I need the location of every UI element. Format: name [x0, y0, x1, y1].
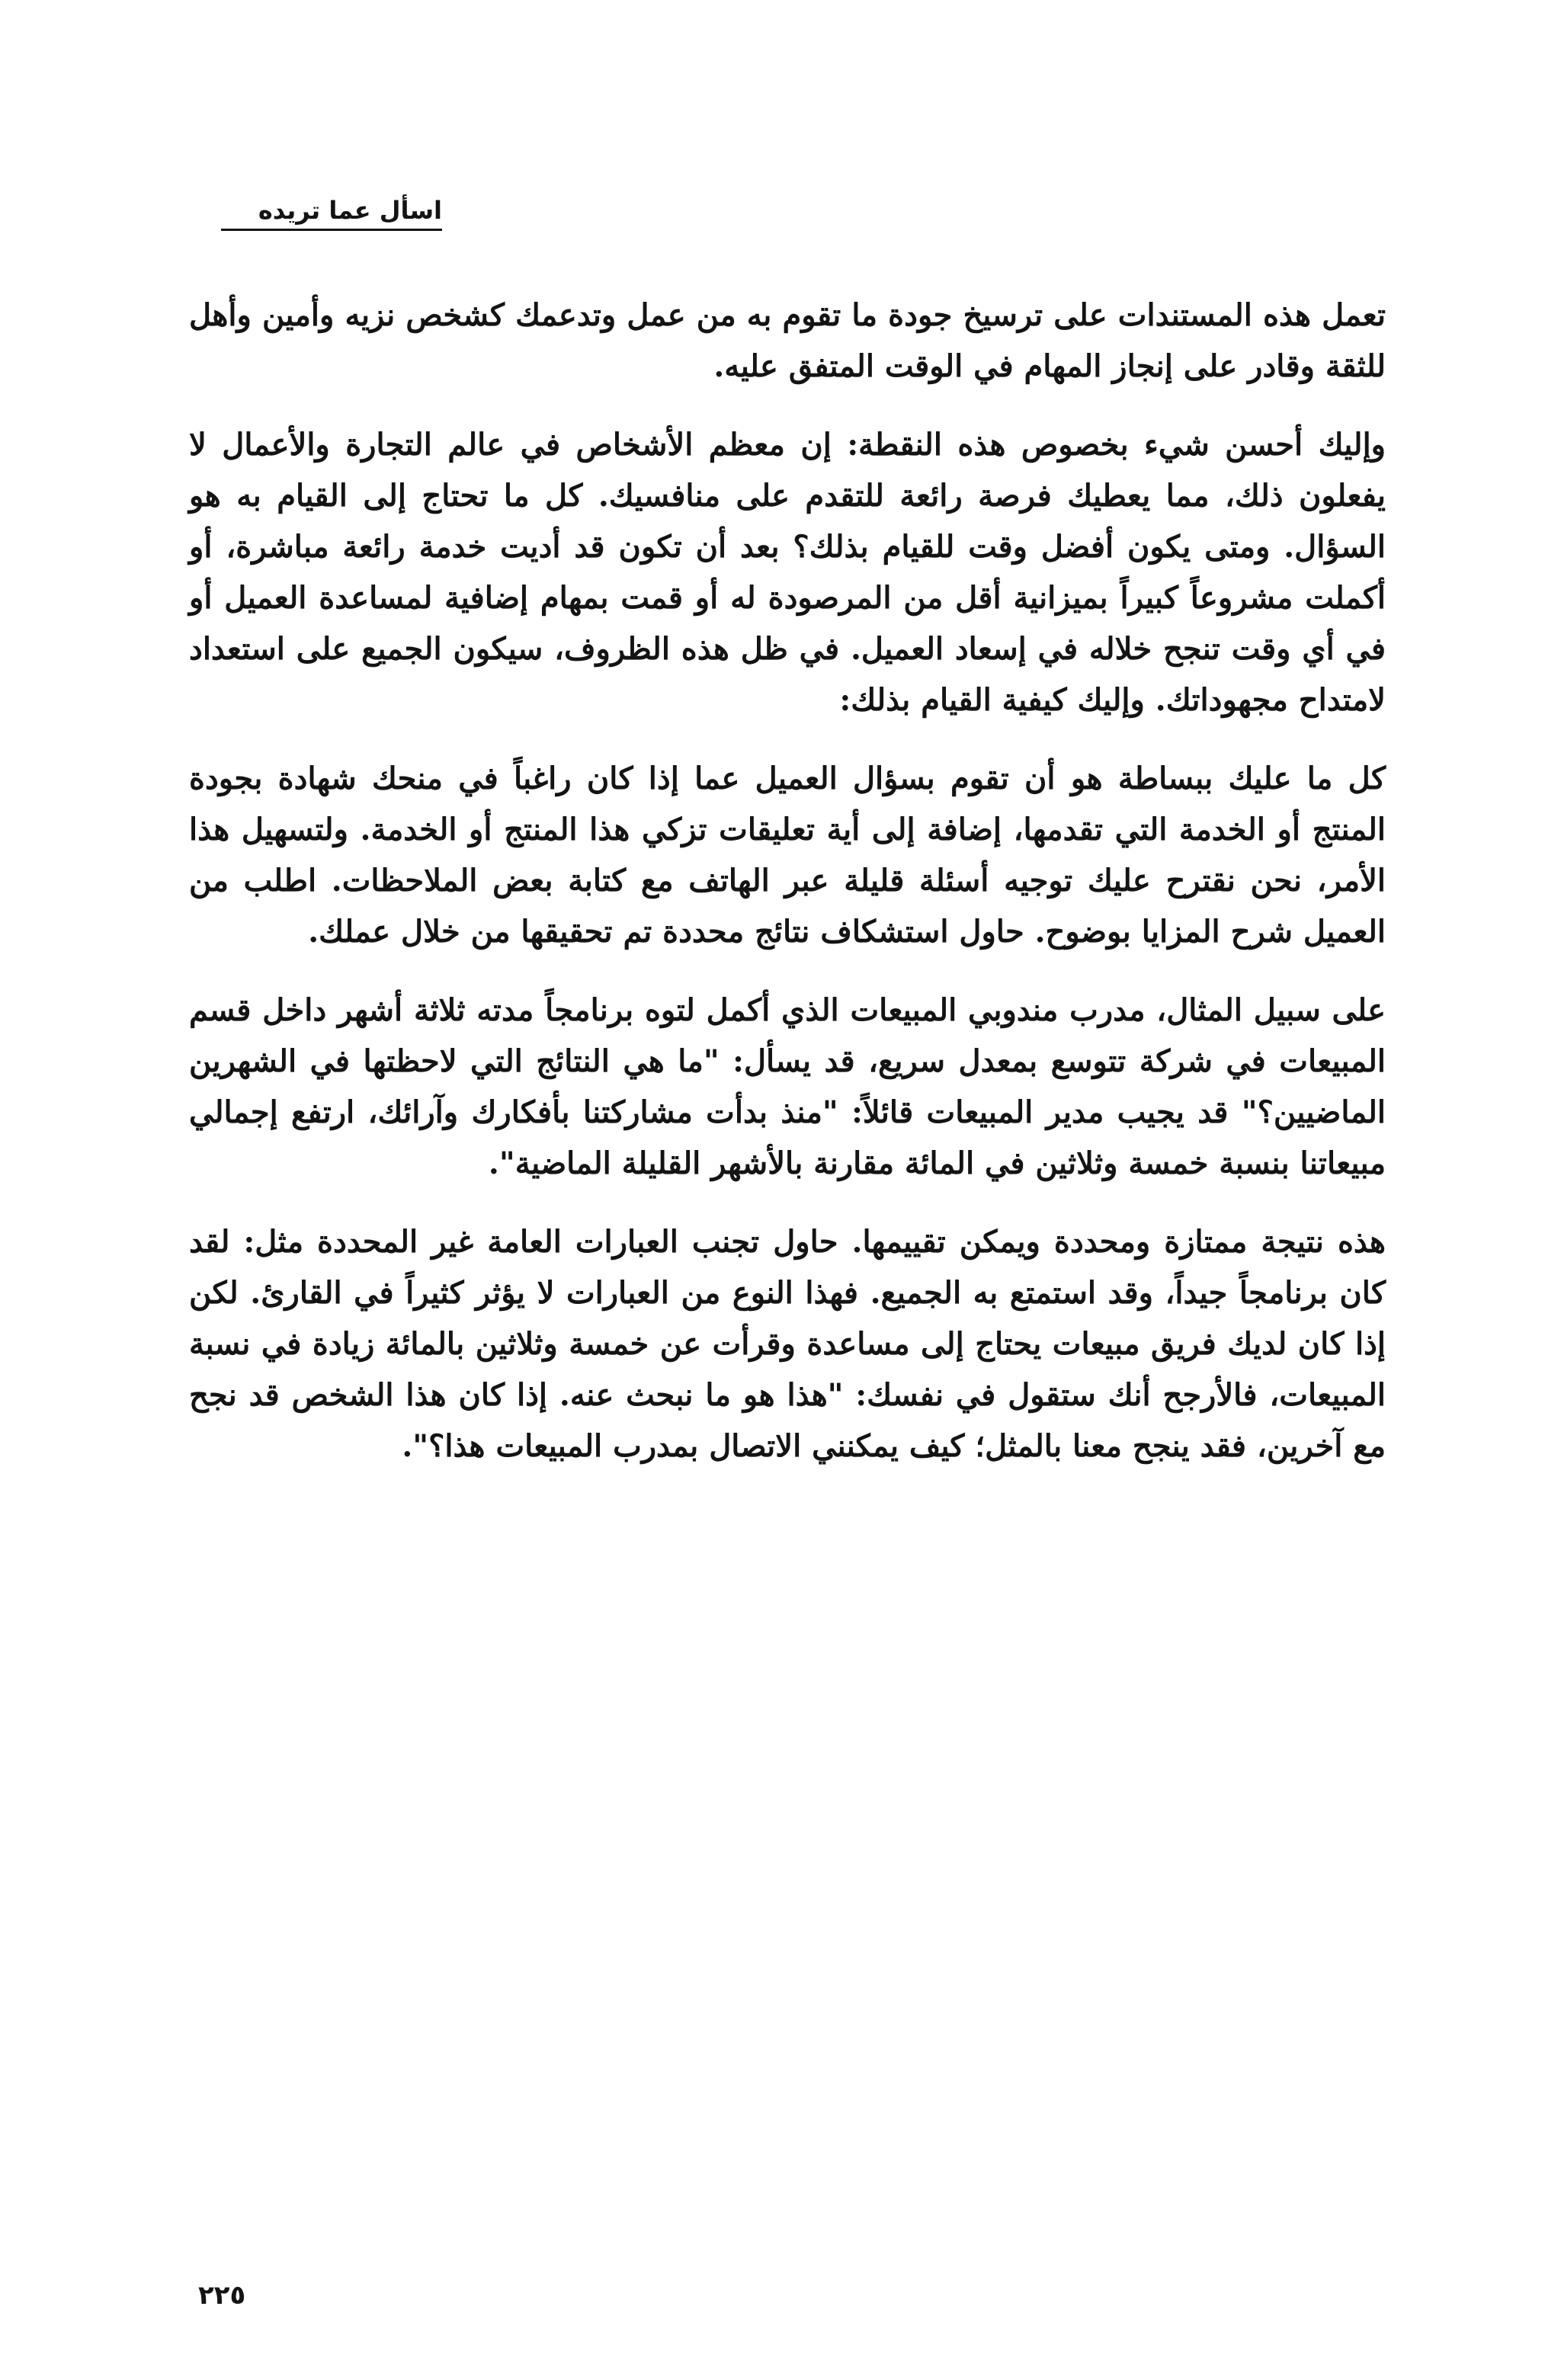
body-text — [189, 290, 1386, 1499]
paragraph-4: على سبيل المثال، مدرب مندوبي المبيعات الذي أكمل لتوه برنامجاً مدته ثلاثة أشهر داخل قسم المبيعات في شركة تتوسع بمعدل سريع، قد يسأل: "ما هي النتائج التي لاحظتها في الشهرين الماضيين؟" قد يجيب مدير المبيعات قائلاً: "منذ بدأت مشاركتنا بأفكارك وآرائك، ارتفع إجمالي مبيعاتنا بنسبة خمسة وثلاثين في المائة مقارنة بالأشهر القليلة الماضية". — [189, 992, 1386, 1181]
running-header: اسأل عما تريده — [221, 192, 442, 231]
paragraph-1: تعمل هذه المستندات على ترسيخ جودة ما تقوم به من عمل وتدعمك كشخص نزيه وأمين وأهل للثقة وقادر على إنجاز المهام في الوقت المتفق عليه. — [189, 297, 1386, 384]
paragraph-3: كل ما عليك ببساطة هو أن تقوم بسؤال العميل عما إذا كان راغباً في منحك شهادة بجودة المنتج أو الخدمة التي تقدمها، إضافة إلى أية تعليقات تزكي هذا المنتج أو الخدمة. ولتسهيل هذا الأمر، نحن نقترح عليك توجيه أسئلة قليلة عبر الهاتف مع كتابة بعض الملاحظات. اطلب من العميل شرح المزايا بوضوح. حاول استشكاف نتائج محددة تم تحقيقها من خلال عملك. — [189, 761, 1386, 950]
paragraph-2: وإليك أحسن شيء بخصوص هذه النقطة: إن معظم الأشخاص في عالم التجارة والأعمال لا يفعلون ذلك، مما يعطيك فرصة رائعة للتقدم على منافسيك. كل ما تحتاج إلى القيام به هو السؤال. ومتى يكون أفضل وقت للقيام بذلك؟ بعد أن تكون قد أديت خدمة رائعة مباشرة، أو أكملت مشروعاً كبيراً بميزانية أقل من المرصودة له أو قمت بمهام إضافية لمساعدة العميل أو في أي وقت تنجح خلاله في إسعاد العميل. في ظل هذه الظروف، سيكون الجميع على استعداد لامتداح مجهوداتك. وإليك كيفية القيام بذلك: — [189, 427, 1386, 718]
page-number: ٢٢٥ — [198, 2280, 246, 2311]
paragraph-5: هذه نتيجة ممتازة ومحددة ويمكن تقييمها. حاول تجنب العبارات العامة غير المحددة مثل: لقد كان برنامجاً جيداً، وقد استمتع به الجميع. فهذا النوع من العبارات لا يؤثر كثيراً في القارئ. لكن إذا كان لديك فريق مبيعات يحتاج إلى مساعدة وقرأت عن خمسة وثلاثين بالمائة زيادة في نسبة المبيعات، فالأرجح أنك ستقول في نفسك: "هذا هو ما نبحث عنه. إذا كان هذا الشخص قد نجح مع آخرين، فقد ينجح معنا بالمثل؛ كيف يمكنني الاتصال بمدرب المبيعات هذا؟". — [189, 1224, 1386, 1464]
